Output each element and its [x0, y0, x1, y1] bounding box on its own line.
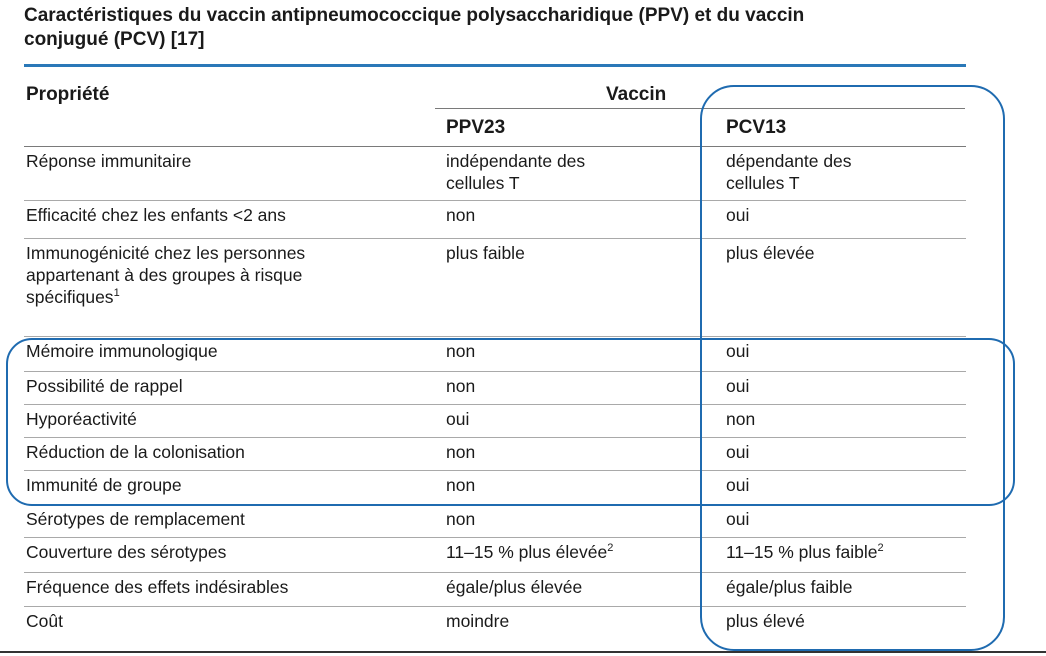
- cell-property: [26, 508, 245, 530]
- cell-text: Immunogénicité chez les personnes: [26, 243, 306, 263]
- cell-line: [26, 264, 305, 286]
- table-top-rule: [24, 64, 966, 67]
- cell-ppv23: [446, 242, 525, 264]
- cell-text: plus élevé: [726, 611, 805, 631]
- cell-line: [446, 150, 585, 172]
- header-vaccine: Vaccin: [606, 84, 667, 105]
- cell-line: [446, 508, 475, 530]
- cell-text: égale/plus faible: [726, 577, 853, 597]
- cell-text: non: [446, 442, 476, 462]
- cell-text: Possibilité de rappel: [26, 376, 183, 396]
- cell-line: [26, 576, 288, 598]
- cell-property: [26, 610, 63, 632]
- cell-line: [26, 508, 245, 530]
- cell-text: oui: [726, 376, 750, 396]
- cell-text: indépendante des: [446, 151, 586, 171]
- cell-text: non: [446, 341, 476, 361]
- cell-text: plus faible: [446, 243, 525, 263]
- cell-text: appartenant à des groupes à risque: [26, 265, 303, 285]
- cell-text: Couverture des sérotypes: [26, 542, 227, 562]
- cell-line: [446, 576, 582, 598]
- cell-text: plus élevée: [726, 243, 815, 263]
- cell-text: 11–15 % plus élevée: [446, 542, 608, 562]
- cell-property: [26, 576, 288, 598]
- cell-text: Fréquence des effets indésirables: [26, 577, 289, 597]
- cell-text: oui: [446, 409, 470, 429]
- cell-text: non: [446, 205, 476, 225]
- cell-ppv23: [446, 150, 585, 194]
- footnote-marker: 2: [607, 542, 614, 555]
- cell-property: [26, 150, 191, 172]
- cell-text: Efficacité chez les enfants <2 ans: [26, 205, 286, 225]
- cell-line: [26, 286, 305, 308]
- cell-text: cellules T: [446, 173, 520, 193]
- cell-text: Coût: [26, 611, 63, 631]
- cell-text: oui: [726, 475, 750, 495]
- cell-line: [446, 172, 585, 194]
- cell-text: Réponse immunitaire: [26, 151, 192, 171]
- cell-line: [26, 541, 226, 563]
- footnote-marker: 1: [113, 287, 120, 300]
- cell-line: [446, 541, 613, 563]
- cell-text: cellules T: [726, 173, 800, 193]
- rows-highlight: [6, 338, 1015, 506]
- cell-text: égale/plus élevée: [446, 577, 583, 597]
- header-property: Propriété: [26, 84, 110, 105]
- cell-text: Sérotypes de remplacement: [26, 509, 245, 529]
- cell-line: [446, 242, 525, 264]
- cell-ppv23: [446, 610, 509, 632]
- cell-text: Mémoire immunologique: [26, 341, 218, 361]
- cell-text: Hyporéactivité: [26, 409, 137, 429]
- cell-text: oui: [726, 509, 750, 529]
- cell-line: [26, 610, 63, 632]
- cell-text: 11–15 % plus faible: [726, 542, 878, 562]
- cell-text: oui: [726, 341, 750, 361]
- cell-text: spécifiques: [26, 287, 114, 307]
- cell-ppv23: [446, 204, 475, 226]
- cell-text: non: [446, 376, 476, 396]
- cell-text: non: [446, 509, 476, 529]
- cell-ppv23: [446, 508, 475, 530]
- footnote-marker: 2: [877, 542, 884, 555]
- cell-line: [26, 242, 305, 264]
- cell-text: oui: [726, 205, 750, 225]
- cell-ppv23: [446, 541, 613, 563]
- cell-line: [446, 204, 475, 226]
- caption-line-2: conjugué (PCV) [17]: [24, 29, 205, 50]
- cell-property: [26, 204, 286, 226]
- cell-line: [446, 610, 509, 632]
- cell-text: moindre: [446, 611, 510, 631]
- cell-text: non: [446, 475, 476, 495]
- table-bottom-rule: [0, 651, 1046, 653]
- cell-text: Réduction de la colonisation: [26, 442, 245, 462]
- cell-text: non: [726, 409, 756, 429]
- cell-text: Immunité de groupe: [26, 475, 182, 495]
- cell-property: [26, 541, 226, 563]
- cell-text: dépendante des: [726, 151, 852, 171]
- cell-line: [26, 150, 191, 172]
- header-pcv13: PCV13: [726, 117, 787, 138]
- caption-line-1: Caractéristiques du vaccin antipneumococcique polysaccharidique (PPV) et du vaccin: [24, 5, 805, 26]
- cell-property: [26, 242, 305, 308]
- table-caption: [24, 4, 1024, 52]
- cell-text: oui: [726, 442, 750, 462]
- header-ppv23: PPV23: [446, 117, 506, 138]
- cell-ppv23: [446, 576, 582, 598]
- cell-line: [26, 204, 286, 226]
